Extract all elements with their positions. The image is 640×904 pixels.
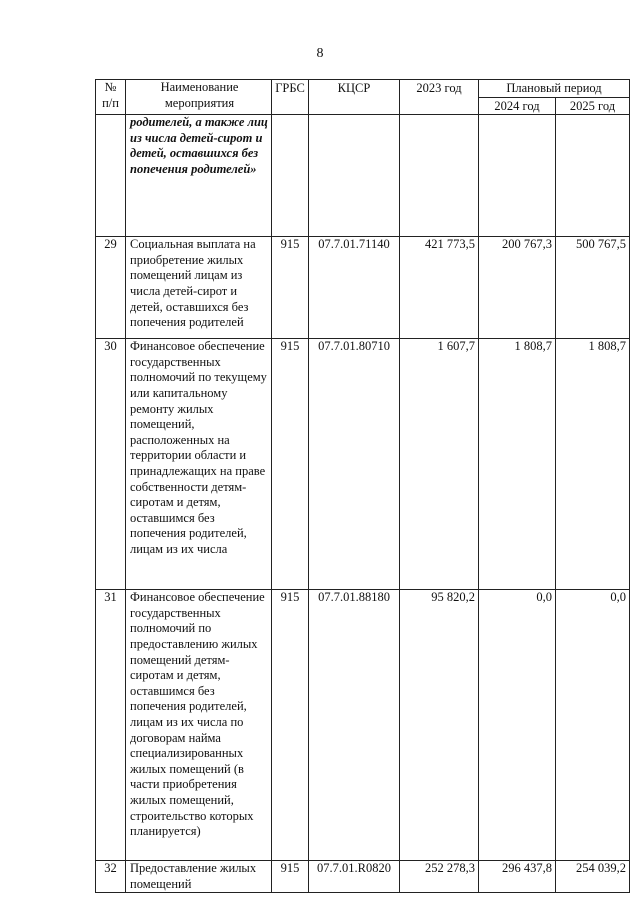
cell-kcsr: 07.7.01.88180 (309, 590, 400, 861)
cell-2025: 0,0 (556, 590, 630, 861)
cell-2025: 500 767,5 (556, 237, 630, 339)
table-row (96, 339, 630, 590)
cell-grbs: 915 (272, 339, 309, 590)
header-2023: 2023 год (400, 80, 479, 115)
cell-name: Финансовое обеспечение государственных полномочий по предоставлению жилых помещений детям-сиротам и детям, оставшимся без попечения родителей, лицам из их числа по договорам найма специализированных жилых помещений (в части приобретения жилых помещений, строительство которых планируется) (126, 590, 272, 861)
cell-kcsr (309, 115, 400, 237)
cell-2023 (400, 115, 479, 237)
cell-2025: 1 808,7 (556, 339, 630, 590)
cell-name: родителей, а также лиц из числа детей-сирот и детей, оставшихся без попечения родителей» (126, 115, 272, 237)
cell-2025: 254 039,2 (556, 861, 630, 893)
cell-name: Предоставление жилых помещений (126, 861, 272, 893)
cell-grbs: 915 (272, 590, 309, 861)
table-row (96, 861, 630, 893)
header-grbs: ГРБС (272, 80, 309, 115)
cell-num: 31 (96, 590, 126, 861)
cell-num: 32 (96, 861, 126, 893)
page-number: 8 (316, 46, 324, 61)
cell-kcsr: 07.7.01.71140 (309, 237, 400, 339)
cell-2023: 421 773,5 (400, 237, 479, 339)
cell-2024: 200 767,3 (479, 237, 556, 339)
cell-grbs: 915 (272, 861, 309, 893)
budget-table (95, 79, 630, 893)
cell-num: 29 (96, 237, 126, 339)
table-row (96, 237, 630, 339)
cell-2024 (479, 115, 556, 237)
cell-2024: 1 808,7 (479, 339, 556, 590)
cell-2023: 252 278,3 (400, 861, 479, 893)
header-name: Наименование мероприятия (126, 80, 272, 115)
cell-2025 (556, 115, 630, 237)
cell-2024: 0,0 (479, 590, 556, 861)
cell-kcsr: 07.7.01.R0820 (309, 861, 400, 893)
table-row-continuation (96, 115, 630, 237)
cell-grbs (272, 115, 309, 237)
cell-num: 30 (96, 339, 126, 590)
cell-name: Социальная выплата на приобретение жилых помещений лицам из числа детей-сирот и детей, оставшихся без попечения родителей (126, 237, 272, 339)
cell-2024: 296 437,8 (479, 861, 556, 893)
header-kcsr: КЦСР (309, 80, 400, 115)
header-row-1 (96, 80, 630, 98)
cell-kcsr: 07.7.01.80710 (309, 339, 400, 590)
cell-2023: 1 607,7 (400, 339, 479, 590)
header-2024: 2024 год (479, 97, 556, 115)
cell-2023: 95 820,2 (400, 590, 479, 861)
header-2025: 2025 год (556, 97, 630, 115)
header-planned-period: Плановый период (479, 80, 630, 98)
cell-name: Финансовое обеспечение государственных полномочий по текущему или капитальному ремонту жилых помещений, расположенных на территории области и принадлежащих на праве собственности детям-сиротам и детям, оставшимся без попечения родителей, лицам из их числа (126, 339, 272, 590)
cell-num (96, 115, 126, 237)
header-num: № п/п (96, 80, 126, 115)
table-row (96, 590, 630, 861)
cell-grbs: 915 (272, 237, 309, 339)
